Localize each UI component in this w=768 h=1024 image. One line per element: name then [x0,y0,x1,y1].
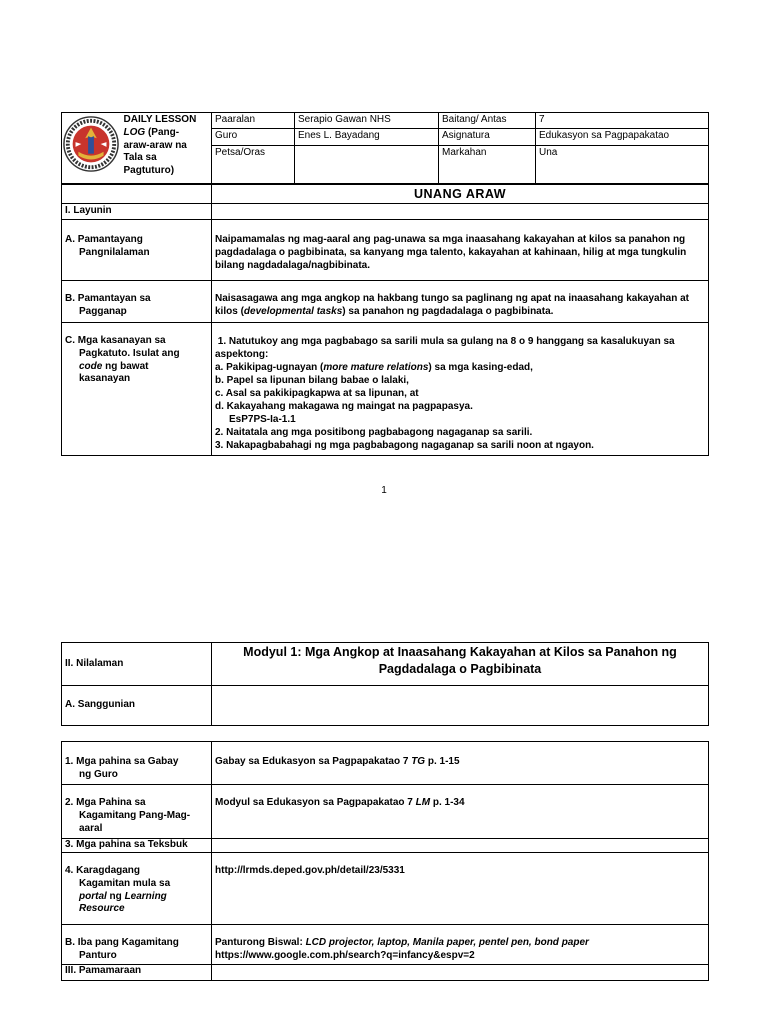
tg-pages-label-2: ng Guro [79,768,118,780]
competencies-label-1: C. Mga kasanayan sa [65,335,166,346]
lm-pages-label-3: aaral [79,822,103,834]
references-label: A. Sanggunian [62,686,212,726]
lm-text-italic: LM [415,797,431,808]
tg-pages-text [212,742,709,785]
date-label: Petsa/Oras [212,146,295,184]
module-title: Modyul 1: Mga Angkop at Inaasahang Kakayahan at Kilos sa Panahon ng Pagdadalaga o Pagbibinata [212,643,709,686]
grade-value: 7 [536,113,709,129]
competencies-label [62,323,212,456]
materials-text-italic: LCD projector, laptop, Manila paper, pentel pen, bond paper [305,937,589,948]
other-materials-label-1: B. Iba pang Kagamitang [65,937,179,948]
content-table [61,642,709,726]
resources-table [61,741,709,981]
dll-title-pang: (Pang- [145,126,180,138]
competency-b: b. Papel sa lipunan bilang babae o lalaki, [215,375,409,386]
performance-text-2: ) sa panahon ng pagdadalaga o pagbibinata. [342,305,554,317]
competencies-text [212,323,709,456]
competency-d: d. Kakayahang makagawa ng maingat na pagpapasya. [215,401,473,412]
dll-title-line-3: araw-araw na [123,139,187,151]
performance-standard-text [212,281,709,323]
lr-portal-label-2: Kagamitan mula sa [79,877,171,889]
competencies-label-code: code [79,360,103,372]
competency-3: 3. Nakapagbabahagi ng mga pagbabagong nagaganap sa sarili noon at ngayon. [215,440,594,451]
teacher-value: Enes L. Bayadang [295,129,439,146]
page-number: 1 [381,485,387,496]
lr-portal-link[interactable]: http://lrmds.deped.gov.ph/detail/23/5331 [212,853,709,925]
dll-title-line-5: Pagtuturo) [123,165,175,177]
performance-text-1: Naisasagawa ang mga angkop na hakbang tungo sa paglinang ng apat na inaasahang kakayahan at kilos ( [215,293,690,317]
content-label: II. Nilalaman [62,643,212,686]
dll-title [121,113,212,184]
quarter-label: Markahan [439,146,536,184]
competency-c: c. Asal sa pakikipagkapwa at sa lipunan, at [215,388,419,399]
lm-pages-text [212,785,709,839]
lm-text-2: p. 1-34 [430,797,465,808]
competency-a-italic: more mature relations [323,362,429,373]
header-table [61,112,709,184]
performance-text-italic: developmental tasks [243,305,343,317]
content-standard-text: Naipamamalas ng mag-aaral ang pag-unawa sa mga inaasahang kakayahan at kilos sa panahon ng pagdadalaga o pagbibinata, sa kanyang mga talento, kakayahan at kahinaan, hilig at mga tungkulin bilang nagdadalaga/nagbibinata. [212,220,709,281]
other-materials-text [212,925,709,965]
school-value: Serapio Gawan NHS [295,113,439,129]
lm-pages-label-2: Kagamitang Pang-Mag- [79,809,191,821]
competencies-label-4: ng bawat [102,360,149,372]
lm-pages-label-1: 2. Mga Pahina sa [65,797,146,808]
other-materials-label [62,925,212,965]
content-standard-label [62,220,212,281]
seal-cell [62,113,121,184]
tg-text-1: Gabay sa Edukasyon sa Pagpapakatao 7 [215,756,412,767]
lr-portal-label-5: Learning [124,890,167,902]
subject-value: Edukasyon sa Pagpapakatao [536,129,709,146]
competency-2: 2. Naitatala ang mga positibong pagbabagong nagaganap sa sarili. [215,427,533,438]
competency-code: EsP7PS-Ia-1.1 [229,414,296,425]
materials-text-1: Panturong Biswal: [215,937,306,948]
deped-seal-icon [62,115,120,173]
dll-title-line-4: Tala sa [123,152,157,164]
tg-pages-label-1: 1. Mga pahina sa Gabay [65,756,179,767]
day-label-cell [62,185,212,204]
quarter-value: Una [536,146,709,184]
procedure-label: III. Pamamaraan [62,964,212,980]
lr-portal-label-3: portal [79,890,107,902]
performance-standard-label [62,281,212,323]
school-label: Paaralan [212,113,295,129]
tg-text-italic: TG [411,756,426,767]
date-value [295,146,439,184]
lr-portal-label-1: 4. Karagdagang [65,865,141,876]
content-standard-label-2: Pangnilalaman [79,246,150,258]
content-standard-label-1: A. Pamantayang [65,234,143,245]
competencies-label-2: Pagkatuto. Isulat ang [79,347,180,359]
lm-pages-label [62,785,212,839]
performance-standard-label-2: Pagganap [79,305,127,317]
lr-portal-label [62,853,212,925]
textbook-pages-label: 3. Mga pahina sa Teksbuk [62,839,212,853]
other-materials-label-2: Panturo [79,949,117,961]
subject-label: Asignatura [439,129,536,146]
lr-portal-label-4: ng [106,890,125,902]
tg-text-2: p. 1-15 [425,756,460,767]
objectives-table [61,184,709,456]
lr-portal-label-6: Resource [79,903,125,915]
lm-text-1: Modyul sa Edukasyon sa Pagpapakatao 7 [215,797,416,808]
competency-a-1: a. Pakikipag-ugnayan ( [215,362,324,373]
procedure-value [212,964,709,980]
tg-pages-label [62,742,212,785]
competency-1: 1. Natutukoy ang mga pagbabago sa sarili mula sa gulang na 8 o 9 hanggang sa kasalukuyan sa aspektong: [215,336,692,360]
teacher-label: Guro [212,129,295,146]
objectives-label: I. Layunin [62,204,212,220]
competencies-label-5: kasanayan [79,373,131,385]
day-title: UNANG ARAW [212,185,709,204]
materials-link[interactable]: https://www.google.com.ph/search?q=infancy&espv=2 [215,949,475,961]
grade-label: Baitang/ Antas [439,113,536,129]
competency-a-2: ) sa mga kasing-edad, [428,362,533,373]
references-value [212,686,709,726]
dll-title-line-1: DAILY LESSON [123,114,197,125]
performance-standard-label-1: B. Pamantayan sa [65,293,151,304]
textbook-pages-value [212,839,709,853]
dll-title-log: LOG [123,126,146,138]
objectives-value [212,204,709,220]
